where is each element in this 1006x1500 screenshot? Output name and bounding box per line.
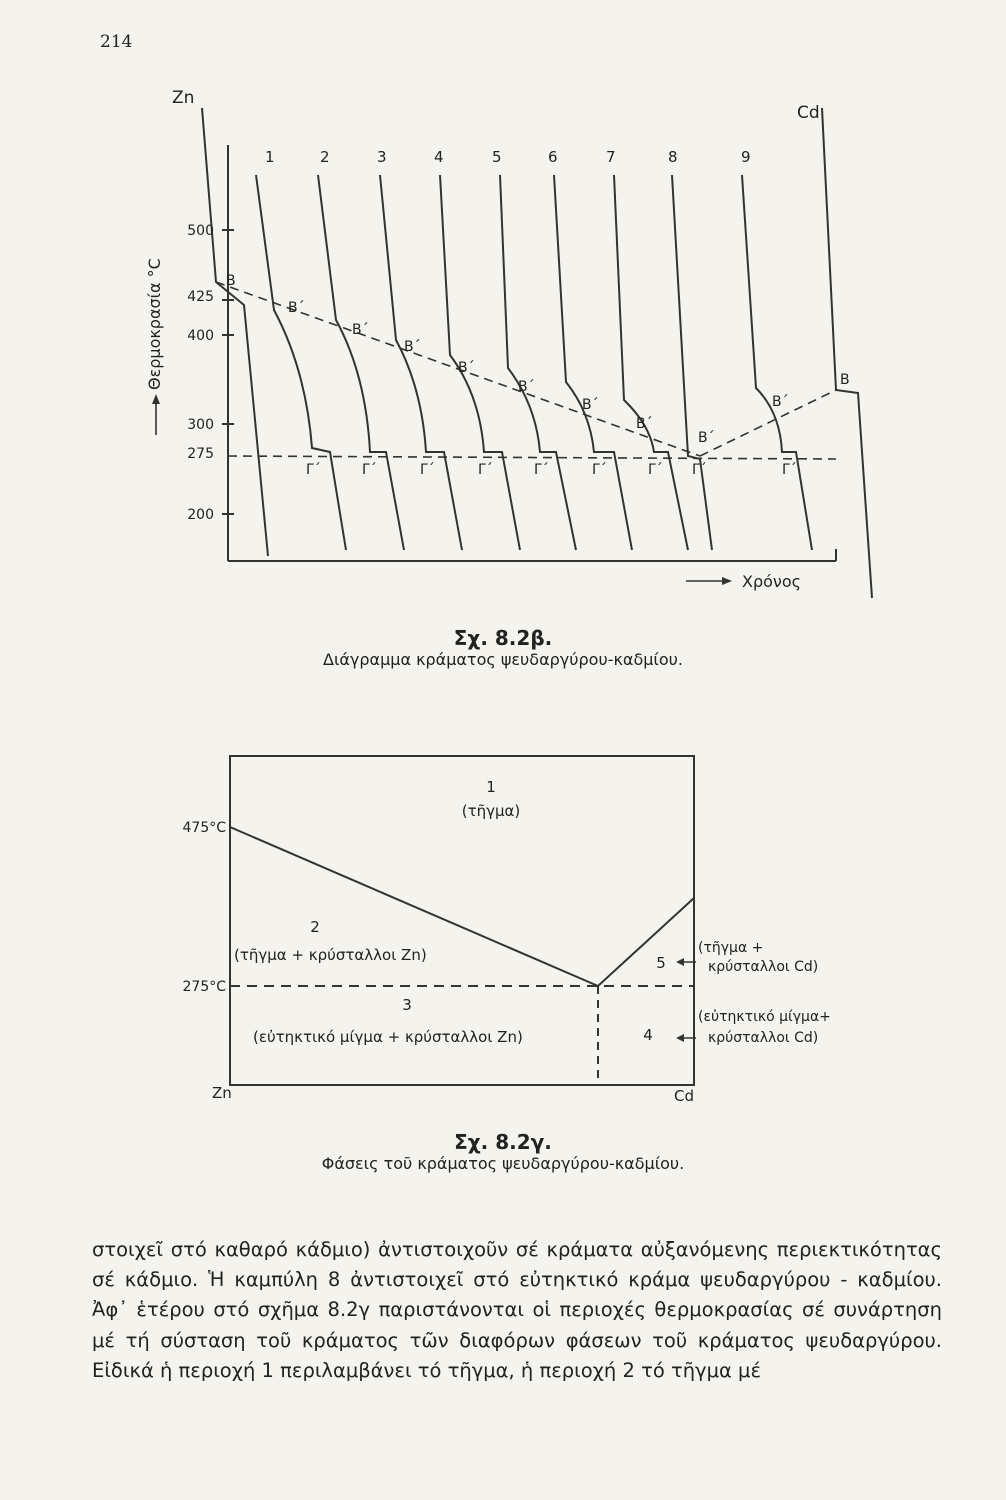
page-number: 214 [100,32,133,52]
y-tick-300: 300 [187,417,214,433]
label-gprime-8: Γ΄ [692,462,707,478]
curve-label-9: 9 [741,148,751,166]
curve-label-7: 7 [606,148,616,166]
temp-275: 275°C [182,979,226,995]
label-bprime-4: B΄ [458,360,475,376]
temp-475: 475°C [182,820,226,836]
body-text [92,1235,942,1386]
body-paragraph: στοιχεῖ στό καθαρό κάδμιο) ἀντιστοιχοῦν σέ κράματα αὐξανόμενης περιεκτικότητας σέ κάδμιο. Ἡ καμπύλη 8 ἀντιστοιχεῖ στό εὐτηκτικό κράμα ψευδαργύρου - καδμίου. Ἀφ᾽ ἑτέρου στό σχῆμα 8.2γ παριστάνονται οἱ περιοχές θερμοκρασίας σέ συνάρτηση μέ τή σύσταση τοῦ κράματος τῶν διαφόρων φάσεων τοῦ κράματος ψευδαργύρου. Εἰδικά ἡ περιοχή 1 περιλαμβάνει τό τῆγμα, ἡ περιοχή 2 τό τῆγμα μέ [92,1238,942,1382]
y-tick-400: 400 [187,328,214,344]
curve-label-6: 6 [548,148,558,166]
label-bprime-8: B΄ [698,430,715,446]
figure-b-caption-title: Σχ. 8.2β. [453,626,553,650]
region-2-text: (τῆγμα + κρύσταλλοι Zn) [234,946,427,964]
region-2-number: 2 [310,918,320,936]
label-bprime-9: B΄ [772,394,789,410]
label-bprime-7: B΄ [636,416,653,432]
label-gprime-6: Γ΄ [592,462,607,478]
phase-diagram [160,740,831,1105]
curve-7 [614,175,688,550]
y-tick-200: 200 [187,507,214,523]
figure-c-caption-text: Φάσεις τοῦ κράματος ψευδαργύρου-καδμίου. [321,1154,685,1173]
label-gprime-2: Γ΄ [362,462,377,478]
label-gprime-1: Γ΄ [306,462,321,478]
y-tick-500: 500 [187,223,214,239]
curve-label-8: 8 [668,148,678,166]
region-3-number: 3 [402,996,412,1014]
region-4-text-1: (εὐτηκτικό μίγμα+ [698,1009,831,1025]
label-bprime-1: B΄ [288,300,305,316]
label-b-right: B [840,372,850,388]
region-1-text: (τῆγμα) [461,802,521,820]
liquidus-dashed-right [700,390,836,456]
x-axis-label: Χρόνος [742,572,802,591]
region-5-text-2: κρύσταλλοι Cd) [708,959,819,975]
axis-zn: Zn [212,1084,232,1102]
figure-c-caption [0,1130,1006,1173]
y-tick-425: 425 [187,289,214,305]
label-gprime-5: Γ΄ [534,462,549,478]
figure-b-caption [0,626,1006,669]
figure-c-caption-title: Σχ. 8.2γ. [454,1130,552,1154]
curve-6 [554,175,632,550]
curve-label-2: 2 [320,148,330,166]
label-gprime-4: Γ΄ [478,462,493,478]
eutectic-dashed-line [228,456,836,459]
axis-cd: Cd [674,1087,694,1105]
region-5-text-1: (τῆγμα + [698,940,764,956]
curve-label-4: 4 [434,148,444,166]
label-gprime-7: Γ΄ [648,462,663,478]
region-1-number: 1 [486,778,496,796]
label-bprime-5: B΄ [518,379,535,395]
curve-label-5: 5 [492,148,502,166]
label-bprime-2: B΄ [352,322,369,338]
y-axis-label: Θερμοκρασία °C [145,258,164,390]
region-4-number: 4 [643,1026,653,1044]
curve-1 [256,175,346,550]
label-gprime-9: Γ΄ [782,462,797,478]
label-zn: Zn [172,88,195,108]
curve-3 [380,175,462,550]
label-bprime-6: B΄ [582,397,599,413]
curve-label-1: 1 [265,148,275,166]
label-cd: Cd [797,103,820,123]
curve-8 [672,175,712,550]
label-b-left: B [226,273,236,289]
curve-cd [822,108,872,598]
figure-b-caption-text: Διάγραμμα κράματος ψευδαργύρου-καδμίου. [323,650,683,669]
y-tick-275: 275 [187,446,214,462]
region-5-number: 5 [656,954,666,972]
curve-label-3: 3 [377,148,387,166]
label-bprime-3: B΄ [404,339,421,355]
region-4-text-2: κρύσταλλοι Cd) [708,1030,819,1046]
curve-9 [742,175,812,550]
label-gprime-3: Γ΄ [420,462,435,478]
curve-2 [318,175,404,550]
region-3-text: (εὐτηκτικό μίγμα + κρύσταλλοι Zn) [253,1028,523,1046]
cooling-curves-diagram [145,80,880,620]
